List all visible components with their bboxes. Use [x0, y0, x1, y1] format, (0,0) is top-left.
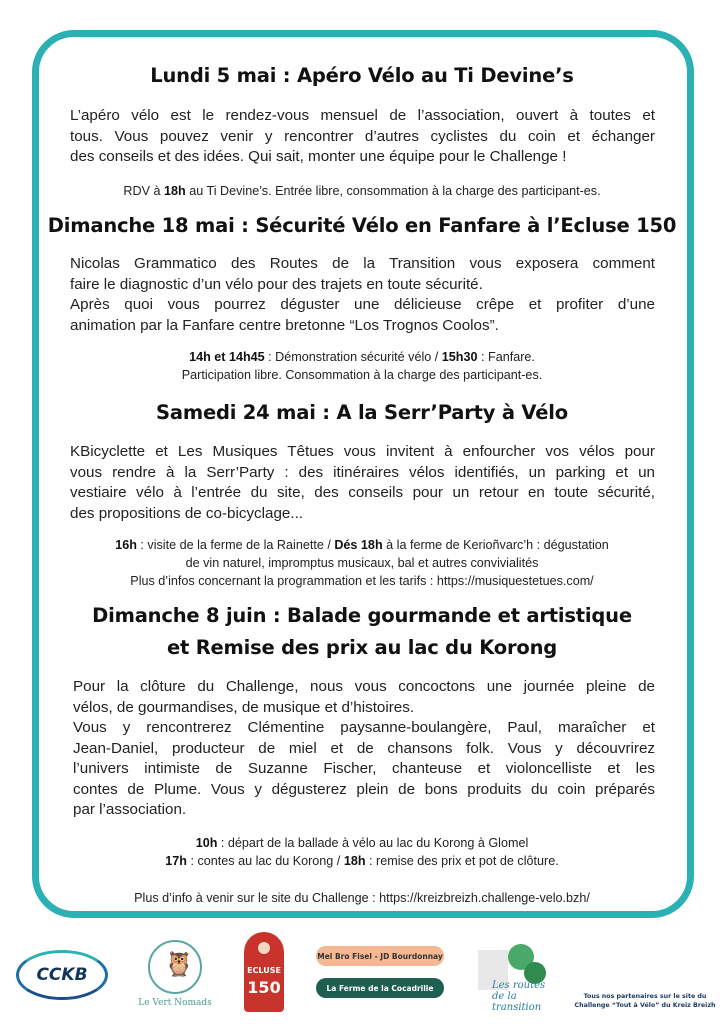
- event-description-1: L’apéro vélo est le rendez-vous mensuel de l’association, ouvert à toutes et tous. Vous pouvez venir y rencontrer d’autres cyclistes du coin et échanger des conseils et des idées. Qui sait, monter une équipe pour le Challenge !: [70, 107, 655, 165]
- event-info-2: 14h et 14h45 : Démonstration sécurité vélo / 15h30 : Fanfare. Participation libre. Consommation à la charge des participant-es.: [181, 350, 543, 382]
- event-title-1: Lundi 5 mai : Apéro Vélo au Ti Devine’s: [150, 64, 574, 87]
- event-info-4: 10h : départ de la ballade à vélo au lac du Korong à Glomel 17h : contes au lac du Korong / 18h : remise des prix et pot de clôture.: [165, 836, 559, 868]
- mel-bro-fisel-badge: Mel Bro Fisel - JD Bourdonnay: [316, 946, 444, 966]
- ferme-cocadrille-badge: La Ferme de la Cocadrille: [316, 978, 444, 998]
- vert-nomads-logo: [136, 938, 214, 1016]
- event-description-4: Pour la clôture du Challenge, nous vous concoctons une journée pleine de vélos, de gourmandises, de musique et d’histoires. Vous y rencontrerez Clémentine paysanne-boulangère, Paul, maraîcher et Jean-Daniel, producteur de miel et de chansons folk. Vous y découvrirez l’univers intimiste de Suzanne Fischer, chanteuse et violoncelliste et les contes de Plume. Vous y dégusterez plein de bons produits du coin préparés par l’association.: [73, 678, 655, 818]
- challenge-website-note: Plus d’info à venir sur le site du Challenge : https://kreizbreizh.challenge-velo.bzh/: [134, 891, 590, 905]
- event-title-2: Dimanche 18 mai : Sécurité Vélo en Fanfare à l’Ecluse 150: [47, 214, 677, 237]
- event-description-2: Nicolas Grammatico des Routes de la Transition vous exposera comment faire le diagnostic d’un vélo pour des trajets en toute sécurité. Après quoi vous pourrez déguster une délicieuse crêpe et profiter d’une animation par la Fanfare centre bretonne “Los Trognos Coolos”.: [70, 255, 655, 334]
- routes-label: Les routes de la transition: [492, 980, 546, 1013]
- event-title-4: Dimanche 8 juin : Balade gourmande et artistique: [92, 604, 632, 627]
- event-description-3: KBicyclette et Les Musiques Têtues vous invitent à enfourcher vos vélos pour vous rendre à la Serr’Party : des itinéraires vélos identifiés, un parking et un vestiaire vélo à l’entrée du site, des conseils pour un retour en toute sécurité, des propositions de co-bicyclage...: [70, 443, 655, 522]
- event-info-1: RDV à 18h au Ti Devine’s. Entrée libre, consommation à la charge des participant-es.: [123, 184, 601, 198]
- routes-transition-logo: [472, 936, 552, 1016]
- owl-icon: 🦉: [164, 950, 194, 978]
- ecluse-number: 150: [247, 978, 281, 997]
- ecluse-ornament: [258, 942, 270, 954]
- ecluse-label: ECLUSE: [247, 966, 281, 975]
- partners-note: Tous nos partenaires sur le site du Challenge “Tout à Vélo” du Kreiz Breizh: [574, 993, 716, 1009]
- vert-nomads-label: Le Vert Nomads: [138, 998, 212, 1008]
- event-title-3: Samedi 24 mai : A la Serr’Party à Vélo: [156, 401, 568, 424]
- event-info-3: 16h : visite de la ferme de la Rainette / Dés 18h à la ferme de Kerioñvarc’h : dégustation de vin naturel, impromptus musicaux, bal et autres convivialités Plus d’infos concernant la programmation et les tarifs : https://musiquestetues.com/: [115, 538, 609, 588]
- cckb-logo: CCKB: [16, 950, 108, 1000]
- ecluse-150-logo: [244, 932, 284, 1012]
- event-title-4-line2: et Remise des prix au lac du Korong: [166, 636, 558, 659]
